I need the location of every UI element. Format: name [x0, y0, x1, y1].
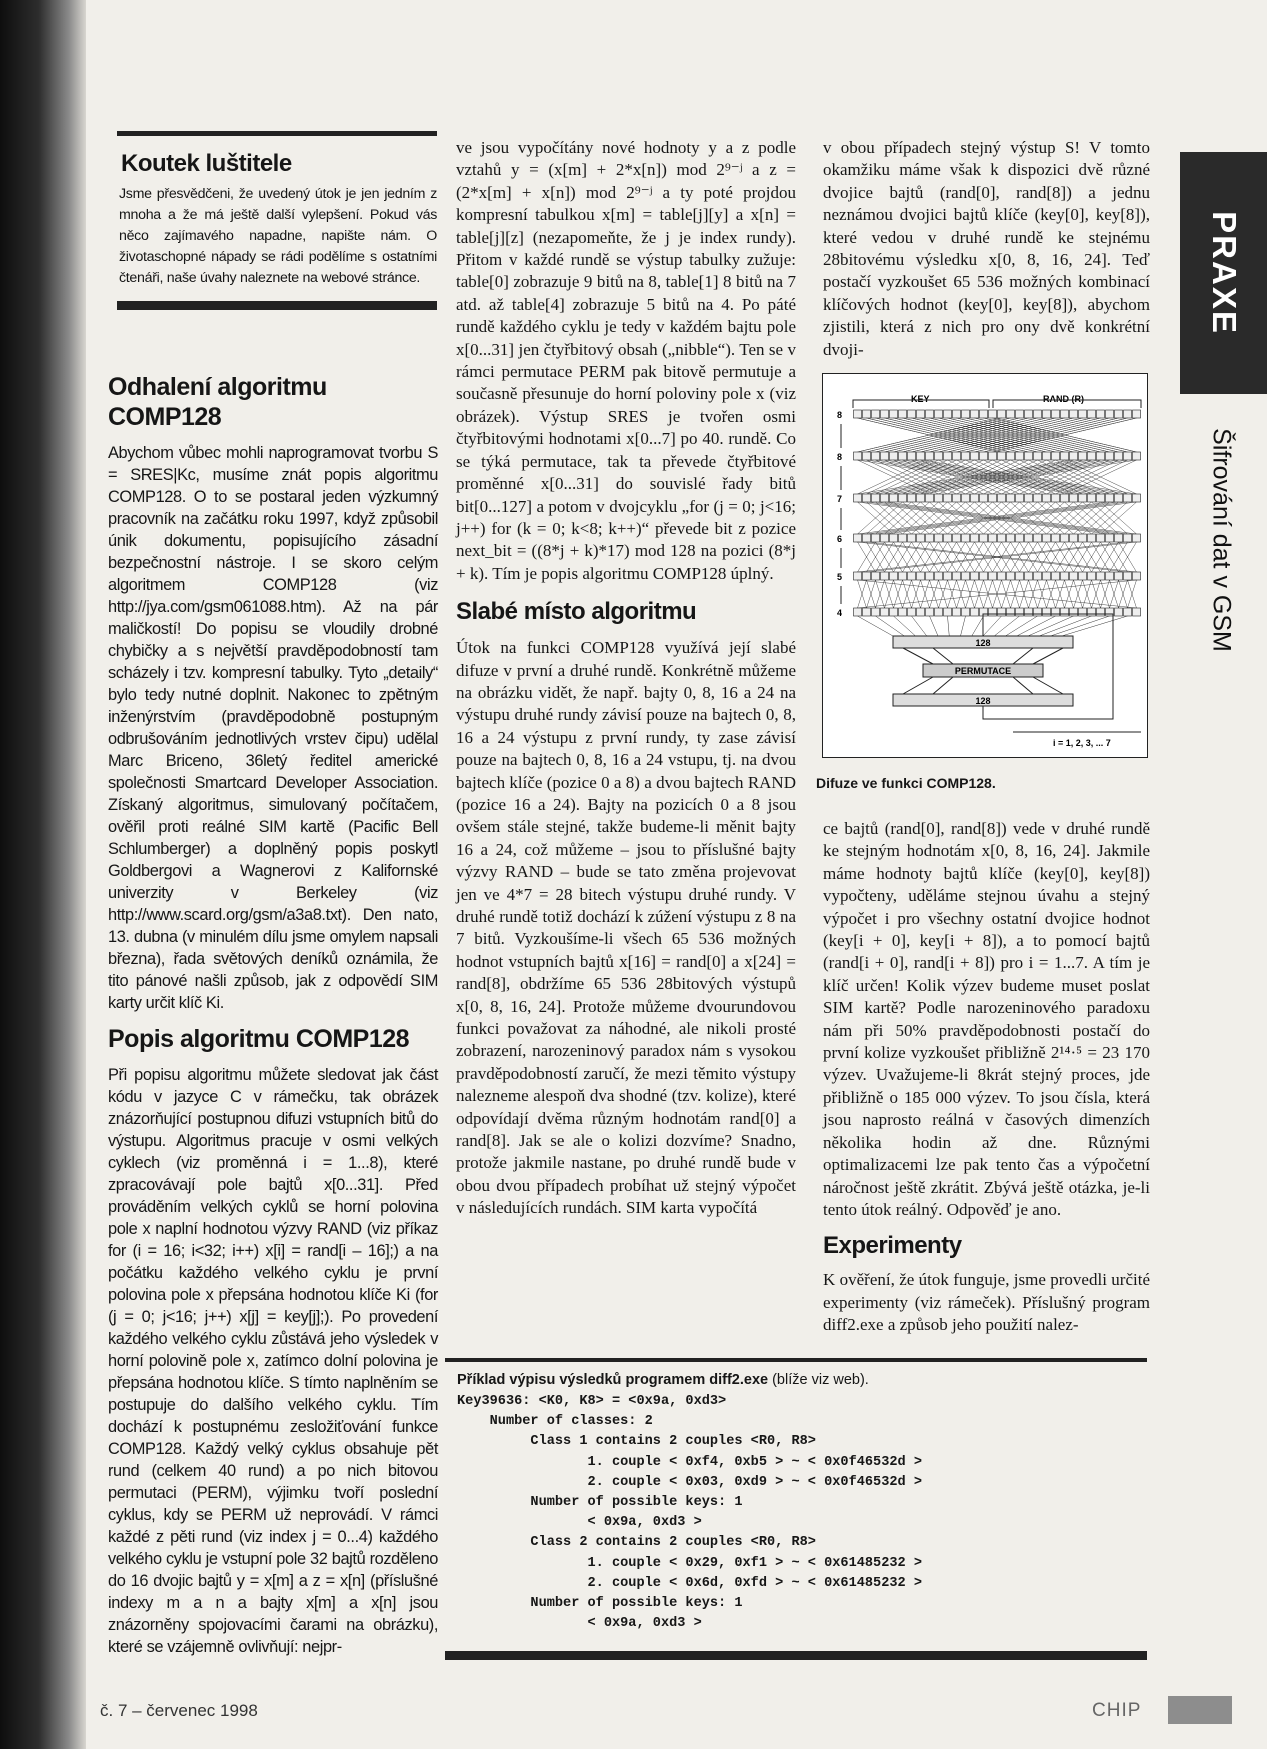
byte-cell — [1124, 410, 1132, 418]
paragraph-popis: Při popisu algoritmu můžete sledovat jak část kódu v jazyce C v rámečku, tak obrázek znázorňující postupnou difuzi vstupních bitů do výstupu. Algoritmus pracuje v osmi velkých cyklech (viz proměnná i = 1...8), které zpracovávají pole bajtů x[0...31]. Před prováděním velkých cyklů se horní polovina pole x naplní hodnotou výzvy RAND (viz příkaz for (i = 16; i<32; i++) x[i] = rand[i – 16];) a na počátku každého velkého cyklu je první polovina pole x přepsána hodnotou klíče Ki (for (j = 0; j<16; j++) x[j] = key[j];). Po provedení každého velkého cyklu zůstává jeho výsledek v horní polovině pole x, zatímco dolní polovina je přepsána hodnotou klíče. S tímto naplněním se postupuje do dalšího velkého cyklu. Tím dochází k postupnému zesložiťování funkce COMP128. Každý velký cyklus obsahuje pět rund (celkem 40 rund) a po nich bitovou permutaci (PERM), výjimku tvoří poslední cyklus, kdy se PERM už neprovádí. V rámci každé z pěti rund (viz index j = 0...4) každého velkého cyklu je vstupní pole 32 bajtů rozděleno do 16 dvojic bajtů y = x[m] a z = x[n] (příslušné indexy m a n a bajty x[m] a x[n] jsou znázorněny spojovacími čarami na obrázku), které se vzájemně ovlivňují: nejpr- — [108, 1066, 438, 1656]
byte-cell — [899, 494, 907, 502]
byte-cell — [890, 410, 898, 418]
byte-cell — [1025, 410, 1033, 418]
byte-cell — [1070, 494, 1078, 502]
round-labels — [837, 410, 842, 618]
code-output: Key39636: <K0, K8> = <0x9a, 0xd3> Number of classes: 2 Class 1 contains 2 couples <R0, R8> 1. couple < 0xf4, 0xb5 > ~ < 0x0f46532d > 2. couple < 0x03, 0xd9 > ~ < 0x0f46532d > Number of possible keys: 1 < 0x9a, 0xd3 > Class 2 contains 2 couples <R0, R8> 1. couple < 0x29, 0xf1 > ~ < 0x61485232 > 2. couple < 0x6d, 0xfd > ~ < 0x61485232 > Number of possible keys: 1 < 0x9a, 0xd3 > — [457, 1394, 922, 1632]
byte-cell — [971, 534, 979, 542]
byte-cell — [935, 534, 943, 542]
round-label: 4 — [837, 608, 843, 618]
byte-cell — [980, 410, 988, 418]
byte-cell — [890, 494, 898, 502]
byte-cell — [872, 410, 880, 418]
byte-cell — [908, 572, 916, 580]
byte-cell — [1052, 608, 1060, 616]
byte-cell — [1016, 608, 1024, 616]
byte-cell — [1061, 452, 1069, 460]
heading-slabe-misto: Slabé místo algoritmu — [456, 598, 697, 626]
byte-cell — [1043, 410, 1051, 418]
byte-cell — [1097, 608, 1105, 616]
byte-cell — [980, 452, 988, 460]
paragraph-kolize: v obou případech stejný výstup S! V tomto okamžiku máme však k dispozici dvě různé dvojice bajtů (rand[0], rand[8]) a jednu neznámou dvojici bajtů klíče (key[0], key[8]), které vedou v druhé rundě ke stejnému 28bitovému výsledku x[0, 8, 16, 24]. Teď postačí vyzkoušet 65 536 možných kombinací klíčových hodnot (key[0], key[8]), abychom zjistili, která z nich pro ony dvě konkrétní dvoji- — [823, 138, 1150, 359]
byte-cell — [989, 534, 997, 542]
byte-cell — [944, 608, 952, 616]
byte-cell — [881, 534, 889, 542]
byte-cell — [1124, 534, 1132, 542]
byte-cell — [971, 608, 979, 616]
topic-label — [1186, 400, 1256, 680]
funnel-line — [894, 616, 916, 636]
funnel-line — [1017, 616, 1056, 636]
byte-cell — [1097, 494, 1105, 502]
byte-cell — [854, 452, 862, 460]
koutek-title: Koutek luštitele — [121, 150, 292, 177]
byte-cell — [1115, 608, 1123, 616]
byte-cell — [881, 608, 889, 616]
code-top-rule — [445, 1358, 1147, 1362]
comp128-diffusion-figure — [822, 373, 1148, 758]
byte-cell — [944, 534, 952, 542]
byte-cell — [926, 608, 934, 616]
byte-cell — [854, 572, 862, 580]
byte-cell — [953, 572, 961, 580]
byte-cell — [989, 608, 997, 616]
byte-cell — [1043, 572, 1051, 580]
byte-cell — [1043, 534, 1051, 542]
byte-cell — [1106, 534, 1114, 542]
byte-cell — [872, 534, 880, 542]
column-3-bottom — [823, 818, 1150, 1337]
funnel-line — [1051, 616, 1110, 636]
byte-cell — [1061, 608, 1069, 616]
funnel-line — [1006, 616, 1038, 636]
binding-spine — [0, 0, 86, 1749]
byte-cell — [863, 608, 871, 616]
koutek-top-rule — [117, 131, 437, 136]
byte-cell — [854, 534, 862, 542]
byte-cell — [944, 452, 952, 460]
byte-cell — [953, 410, 961, 418]
box-128-bottom-label: 128 — [975, 696, 991, 706]
byte-cell — [1115, 494, 1123, 502]
funnel-line — [858, 616, 894, 636]
byte-cell — [881, 494, 889, 502]
byte-cell — [1061, 410, 1069, 418]
round-label: 7 — [837, 494, 843, 504]
byte-cell — [854, 608, 862, 616]
diffusion-diagram — [823, 374, 1147, 757]
heading-experimenty: Experimenty — [823, 1232, 962, 1260]
byte-cell — [980, 494, 988, 502]
byte-cell — [1079, 494, 1087, 502]
permutace-label: PERMUTACE — [954, 666, 1012, 676]
byte-cell — [1106, 608, 1114, 616]
byte-cell — [899, 608, 907, 616]
byte-cell — [935, 572, 943, 580]
byte-cell — [944, 494, 952, 502]
byte-cell — [1061, 494, 1069, 502]
byte-cell — [881, 572, 889, 580]
byte-cell — [899, 452, 907, 460]
byte-cell — [872, 452, 880, 460]
byte-cell — [890, 452, 898, 460]
byte-cell — [1052, 410, 1060, 418]
byte-cell — [908, 452, 916, 460]
funnel-line — [994, 616, 1019, 636]
byte-cell — [926, 534, 934, 542]
byte-cell — [908, 410, 916, 418]
byte-cell — [1016, 452, 1024, 460]
byte-cell — [908, 494, 916, 502]
byte-cell — [1088, 534, 1096, 542]
column-2 — [456, 137, 796, 1220]
byte-cell — [1106, 494, 1114, 502]
byte-cell — [1106, 572, 1114, 580]
byte-cell — [1061, 534, 1069, 542]
paragraph-experimenty: K ověření, že útok funguje, jsme provedli určité experimenty (viz rámeček). Příslušný program diff2.exe a způsob jeho použití nalez- — [823, 1270, 1150, 1335]
byte-cell — [1034, 410, 1042, 418]
byte-cell — [854, 494, 862, 502]
byte-cell — [935, 494, 943, 502]
koutek-text: Jsme přesvědčeni, že uvedený útok je jen jedním z mnoha a že má ještě další vylepšení. Pokud vás něco zajímavého napadne, napište nám. O životaschopné nápady se rádi podělíme s ostatními čtenáři, naše úvahy naleznete na webové stránce. — [119, 186, 437, 286]
byte-cell — [998, 534, 1006, 542]
byte-cell — [854, 410, 862, 418]
byte-cell — [944, 572, 952, 580]
byte-cell — [1007, 410, 1015, 418]
funnel-line — [948, 616, 950, 636]
byte-cell — [1016, 410, 1024, 418]
byte-cell — [1025, 572, 1033, 580]
byte-cell — [953, 452, 961, 460]
byte-cell — [962, 572, 970, 580]
byte-cell — [1016, 534, 1024, 542]
rand-label: RAND (R) — [1043, 394, 1084, 404]
koutek-bottom-rule — [117, 301, 437, 310]
code-title — [457, 1372, 1147, 1388]
byte-cell — [926, 572, 934, 580]
byte-cell — [1088, 452, 1096, 460]
byte-cell — [980, 572, 988, 580]
byte-cell — [1052, 452, 1060, 460]
byte-cell — [1079, 608, 1087, 616]
byte-cell — [1115, 534, 1123, 542]
footer-logo: CHIP — [1092, 1700, 1142, 1721]
byte-cell — [935, 608, 943, 616]
section-tab-praxe — [1180, 152, 1267, 394]
footer-issue: č. 7 – červenec 1998 — [100, 1701, 258, 1720]
byte-cell — [881, 410, 889, 418]
byte-cell — [863, 452, 871, 460]
paragraph-slabe-misto: Útok na funkci COMP128 využívá její slabé difuze v první a druhé rundě. Konkrétně můžeme na obrázku vidět, že např. bajty 0, 8, 16 a 24 na výstupu druhé rundy závisí pouze na bajtech 0, 8, 16 a 24 výstupu z první rundy, ty zase závisí pouze na bajtech 0, 8, 16 a 24 vstupu, tj. na dvou bajtech klíče (pozice 0 a 8) a dvou bajtech RAND (pozice 16 a 24). Bajty na pozicích 0 a 8 jsou ovšem stále stejné, takže budeme-li měnit bajty 16 a 24, což můžeme – jsou to příslušné bajty výzvy RAND – bude se tato změna projevovat jen ve 4*7 = 28 bitech výstupu druhé rundy. V druhé rundě totiž dochází k zúžení výstupu z 8 na 7 bitů. Vyzkoušíme-li všech 65 536 možných hodnot vstupních bajtů x[16] = rand[0] a x[24] = rand[8], obdržíme 65 536 28bitových výstupů x[0, 8, 16, 24]. Protože můžeme dvourundovou funkci považovat za náhodné, ale nikoli prosté zobrazení, narozeninový paradox nám s vysokou pravděpodobností zaručí, že mezi těmito výstupy nalezneme alespoň dva shodné (tzv. kolize), které odpovídají dvěma různým hodnotám rand[0] a rand[8]. Jak se ale o kolizi dozvíme? Snadno, protože jakmile nastane, po druhé rundě bude v obou dvou případech probíhat už stejný výpočet v následujících rundách. SIM karta vypočítá — [456, 638, 796, 1218]
column-1 — [108, 372, 438, 1658]
byte-cell — [1043, 452, 1051, 460]
byte-cell — [1133, 410, 1141, 418]
byte-cell — [899, 534, 907, 542]
byte-cell — [953, 494, 961, 502]
byte-cell — [1016, 572, 1024, 580]
byte-cell — [962, 452, 970, 460]
byte-cell — [1061, 572, 1069, 580]
code-bottom-rule — [445, 1651, 1147, 1660]
funnel-line — [876, 616, 905, 636]
byte-cell — [1097, 452, 1105, 460]
byte-cell — [890, 534, 898, 542]
funnel-line — [972, 616, 984, 636]
paragraph-vypocet-klice: ce bajtů (rand[0], rand[8]) vede v druhé rundě ke stejným hodnotám x[0, 8, 16, 24]. Jakmile máme hodnoty bajtů klíče (key[0], key[8]) vypočteny, uděláme stejnou úvahu a stejný výpočet i pro všechny ostatní dvojice hodnot (key[i + 0], key[i + 8]), a to pomocí bajtů (rand[i + 0], rand[i + 8]) pro i = 1...7. A tím je klíč určen! Kolik výzev budeme muset poslat SIM kartě? Podle narozeninového paradoxu nám při 50% pravděpodobnosti postačí do první kolize vyzkoušet přibližně 2¹⁴·⁵ = 23 170 výzev. Uvažujeme-li 8krát stejný proces, jde přibližně o 185 000 výzev. To jsou čísla, která jsou naprosto reálná v časových dimenzích několika hodin až dne. Různými optimalizacemi lze pak tento čas a výpočetní náročnost ještě zkrátit. Zbývá ještě otázka, je-li tento útok reálný. Odpověď je ano. — [823, 819, 1150, 1219]
byte-cell — [1124, 572, 1132, 580]
key-label: KEY — [911, 394, 930, 404]
byte-cell — [971, 494, 979, 502]
byte-cell — [1007, 608, 1015, 616]
byte-cell — [1097, 534, 1105, 542]
byte-cell — [1070, 410, 1078, 418]
byte-cell — [1025, 534, 1033, 542]
byte-cell — [1043, 608, 1051, 616]
corner-mark — [1168, 1696, 1232, 1724]
byte-cell — [1007, 534, 1015, 542]
byte-cell — [989, 572, 997, 580]
funnel-line — [912, 616, 927, 636]
byte-cell — [1133, 452, 1141, 460]
code-listing-box — [445, 1358, 1147, 1660]
byte-cell — [1052, 494, 1060, 502]
byte-cell — [917, 534, 925, 542]
byte-cell — [899, 572, 907, 580]
byte-cell — [926, 494, 934, 502]
byte-cell — [1007, 494, 1015, 502]
byte-cell — [1133, 572, 1141, 580]
column-3-top — [823, 137, 1150, 361]
section-tab-label: PRAXE — [1205, 211, 1243, 335]
byte-cell — [863, 572, 871, 580]
byte-cell — [1025, 452, 1033, 460]
byte-cell — [1088, 572, 1096, 580]
byte-cell — [1034, 452, 1042, 460]
paragraph-odhaleni: Abychom vůbec mohli naprogramovat tvorbu S = SRES|Kc, musíme znát popis algoritmu COMP128. O to se postaral jeden výzkumný pracovník na začátku roku 1997, když způsobil únik dokumentu, popisujícího zásadní bezpečnostní nástroje. I se skoro celým algoritmem COMP128 (viz http://jya.com/gsm061088.htm). Až na pár maličkostí! Do popisu se vloudily drobné chybičky a s největší pravděpodobností tam scházely i tzv. kompresní tabulky. Tyto „detaily“ bylo tedy nutné doplnit. Nakonec to zpětným inženýrstvím (pravděpodobně postupným odbrušováním jednotlivých vrstev čipu) udělal Marc Briceno, 36letý ředitel americké společnosti Smartcard Developer Association. Získaný algoritmus, simulovaný počítačem, ověřil proti reálné SIM kartě (Pacific Bell Schlumberger) a doplněný popis poskytl Goldbergovi a Wagnerovi z Kalifornské univerzity v Berkeley (viz http://www.scard.org/gsm/a3a8.txt). Den nato, 13. dubna (v minulém dílu jsme omylem napsali března), řada světových deníků oznámila, že tito pánové našli způsob, jak z odpovědí SIM karty určit klíč Ki. — [108, 444, 438, 1012]
byte-cell — [962, 608, 970, 616]
byte-cell — [1070, 572, 1078, 580]
byte-cell — [971, 452, 979, 460]
byte-cell — [998, 494, 1006, 502]
round-label: 5 — [837, 572, 843, 582]
round-label: 8 — [837, 452, 843, 462]
byte-cell — [863, 494, 871, 502]
byte-cell — [998, 572, 1006, 580]
byte-cell — [872, 608, 880, 616]
topic-text: Šifrování dat v GSM — [1207, 428, 1236, 652]
byte-cell — [944, 410, 952, 418]
byte-cell — [908, 534, 916, 542]
byte-cell — [1115, 410, 1123, 418]
byte-cell — [935, 410, 943, 418]
heading-popis: Popis algoritmu COMP128 — [108, 1025, 410, 1053]
byte-cell — [1079, 534, 1087, 542]
byte-cell — [890, 608, 898, 616]
byte-cell — [1106, 410, 1114, 418]
byte-cell — [1115, 452, 1123, 460]
paragraph-vzorce: ve jsou vypočítány nové hodnoty y a z podle vztahů y = (x[m] + 2*x[n]) mod 2⁹⁻ʲ a z = (2*x[m] + x[n]) mod 2⁹⁻ʲ a ty poté projdou kompresní tabulkou x[m] = table[j][y] a x[n] = table[j][z] (nezapomeňte, že j je index rundy). Přitom v každé rundě se výstup tabulky zužuje: table[0] zobrazuje 9 bitů na 8, table[1] 8 bitů na 7 atd. až table[4] zobrazuje 5 bitů na 4. Po páté rundě každého cyklu je tedy v každém bajtu pole x[0...31] jen čtyřbitový obsah („nibble“). Ten se v rámci permutace PERM pak bitově permutuje a současně přesunuje do horní poloviny pole x (viz obrázek). Výstup SRES je tvořen osmi čtyřbitovými hodnotami x[0...7] po 40. rundě. Co se týká permutace, tak ta převede čtyřbitové proměnné x[0...31] do souvislé řady bitů bit[0...127] a potom v dvojcyklu „for (j = 0; j<16; j++) for (k = 0; k<8; k++)“ převede bit z pozice next_bit = ((8*j + k)*17) mod 128 na pozici (8*j + k). Tím je popis algoritmu COMP128 úplný. — [456, 138, 796, 583]
byte-cell — [1124, 452, 1132, 460]
byte-cell — [1133, 534, 1141, 542]
byte-cell — [926, 410, 934, 418]
byte-cell — [1133, 494, 1141, 502]
byte-cell — [908, 608, 916, 616]
figure-caption: Difuze ve funkci COMP128. — [816, 775, 996, 791]
heading-odhaleni: Odhalení algoritmu COMP128 — [108, 373, 327, 431]
byte-cell — [980, 534, 988, 542]
code-title-bold: Příklad výpisu výsledků programem diff2.exe — [457, 1372, 769, 1388]
byte-cell — [971, 410, 979, 418]
code-title-rest: (blíže viz web). — [768, 1372, 869, 1388]
funnel-line — [930, 616, 939, 636]
byte-cell — [962, 410, 970, 418]
byte-cell — [863, 410, 871, 418]
byte-cell — [1124, 494, 1132, 502]
byte-cell — [890, 572, 898, 580]
byte-cell — [1070, 608, 1078, 616]
byte-cell — [917, 608, 925, 616]
byte-cell — [1070, 452, 1078, 460]
byte-cell — [926, 452, 934, 460]
koutek-box — [117, 131, 437, 310]
byte-cell — [998, 452, 1006, 460]
byte-cell — [1070, 534, 1078, 542]
byte-cell — [917, 572, 925, 580]
byte-cell — [1025, 494, 1033, 502]
byte-cell — [1052, 572, 1060, 580]
byte-cell — [917, 494, 925, 502]
byte-cell — [935, 452, 943, 460]
byte-cell — [953, 534, 961, 542]
byte-cell — [998, 410, 1006, 418]
byte-cell — [1079, 572, 1087, 580]
byte-cell — [1088, 410, 1096, 418]
byte-cell — [1079, 452, 1087, 460]
byte-cell — [1115, 572, 1123, 580]
byte-cell — [1034, 494, 1042, 502]
byte-cell — [1034, 534, 1042, 542]
byte-cell — [872, 494, 880, 502]
funnel-line — [1028, 616, 1074, 636]
byte-cell — [989, 452, 997, 460]
round-rows — [854, 410, 1141, 636]
byte-cell — [962, 494, 970, 502]
byte-cell — [1007, 572, 1015, 580]
byte-cell — [881, 452, 889, 460]
round-label: 6 — [837, 534, 843, 544]
byte-cell — [917, 410, 925, 418]
byte-cell — [899, 410, 907, 418]
box-128-top-label: 128 — [975, 638, 991, 648]
byte-cell — [1034, 572, 1042, 580]
byte-cell — [971, 572, 979, 580]
byte-cell — [1088, 608, 1096, 616]
byte-cell — [1007, 452, 1015, 460]
byte-cell — [1079, 410, 1087, 418]
byte-cell — [953, 608, 961, 616]
byte-cell — [1133, 608, 1141, 616]
byte-cell — [1088, 494, 1096, 502]
funnel-line — [1039, 616, 1091, 636]
byte-cell — [1043, 494, 1051, 502]
byte-cell — [998, 608, 1006, 616]
funnel-line — [983, 616, 1002, 636]
byte-cell — [1106, 452, 1114, 460]
byte-cell — [989, 410, 997, 418]
byte-cell — [872, 572, 880, 580]
byte-cell — [1124, 608, 1132, 616]
byte-cell — [989, 494, 997, 502]
byte-cell — [1016, 494, 1024, 502]
funnel-line — [1062, 616, 1128, 636]
byte-cell — [1025, 608, 1033, 616]
round-label: 8 — [837, 410, 843, 420]
funnel-line — [961, 616, 966, 636]
loop-label: i = 1, 2, 3, ... 7 — [1053, 738, 1111, 748]
byte-cell — [1052, 534, 1060, 542]
byte-cell — [1034, 608, 1042, 616]
byte-cell — [917, 452, 925, 460]
byte-cell — [863, 534, 871, 542]
byte-cell — [962, 534, 970, 542]
byte-cell — [1097, 572, 1105, 580]
byte-cell — [1097, 410, 1105, 418]
